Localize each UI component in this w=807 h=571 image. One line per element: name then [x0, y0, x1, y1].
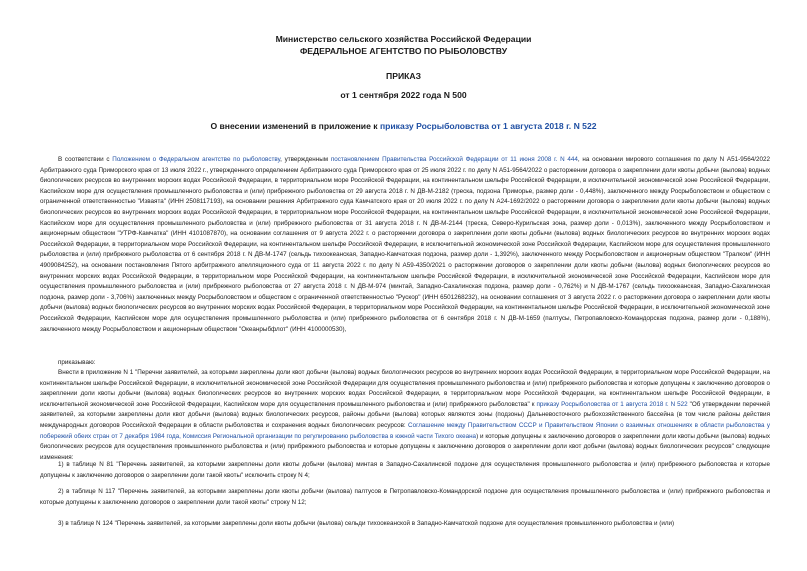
paragraph-item-2	[40, 487, 770, 508]
subject-link[interactable]: приказу Росрыболовства от 1 августа 2018 г. N 522	[379, 121, 597, 131]
order-word: приказываю:	[58, 359, 96, 366]
paragraph-preamble	[40, 155, 770, 335]
p3-text-b: "Об утверждении перечней заявителей, за которыми закреплены доли квот добычи (вылова) водных биологических ресурсов, районы добычи (вылова) которых являются зоны (подзоны) Дальневосточного рыбохозяйственного бассейна (в том числе районы действия международных договоров Российской Федерации в области рыболовства и сохранения водных биологических ресурсов:	[40, 400, 771, 429]
regulation-link[interactable]: Положением о Федеральном агентстве по рыболовству	[112, 156, 281, 163]
agreement-link[interactable]: Соглашение между Правительством СССР и Правительством Японии о взаимных отношениях в области рыболовства у побережий обеих стран от 7 декабря 1984 года, Комиссия Региональной организации по регулированию рыболовства в южной части Тихого океана	[40, 421, 770, 440]
agency-heading: ФЕДЕРАЛЬНОЕ АГЕНТСТВО ПО РЫБОЛОВСТВУ	[299, 46, 508, 56]
p1-text-b: , утвержденным	[280, 156, 331, 163]
paragraph-order-word	[40, 358, 770, 369]
doc-subject	[0, 121, 807, 131]
subject-prefix: О внесении изменений в приложение к	[210, 121, 380, 131]
doc-date: от 1 сентября 2022 года N 500	[340, 90, 467, 100]
doc-type-heading: ПРИКАЗ	[386, 71, 421, 81]
decree-link[interactable]: постановлением Правительства Российской Федерации от 11 июня 2008 г. N 444	[330, 156, 578, 163]
paragraph-item-3	[40, 519, 770, 530]
p3-text-c: ) и которые допущены к заключению договоров о закреплении доли квоты добычи (вылова) водных биологических ресурсов для осуществления промышленного рыболовства и (или) прибрежного рыболовства и которые допущены к заключению договоров о закреплении доли квот добычи (вылова) водных биологических ресурсов" следующие изменения:	[40, 432, 770, 461]
p1-text-c: , на основании мирового соглашения по делу N А51-9564/2022 Арбитражного суда Приморского края от 13 июля 2022 г., утвержденного определением Арбитражного суда Приморского края от 25 июля 2022 г. по делу N А51-9564/2022 о расторжении договора о закреплении доли квоты добычи (вылова) водных биологических ресурсов во внутренних морских водах Российской Федерации, в территориальном море Российской Федерации, на континентальном шельфе Российской Федерации, в исключительной экономической зоне Российской Федерации, Каспийском море для осуществления промышленного рыболовства и (или) прибрежного рыболовства от 29 августа 2018 г. N ДВ-М-2182 (треска, подзона Приморье, размер доли - 0,448%), заключенного между Росрыболовством и обществом с ограниченной ответственностью "Изваята" (ИНН 2508117193), на основании решения Арбитражного суда Камчатского края от 20 июля 2022 г. по делу N А24-1692/2022 о расторжении договора о закреплении доли квоты добычи (вылова) водных биологических ресурсов во внутренних морских водах Российской Федерации, в территориальном море Российской Федерации, на континентальном шельфе Российской Федерации, в исключительной экономической зоне Российской Федерации, Каспийском море для осуществления промышленного рыболовства и (или) прибрежного рыболовства от 31 августа 2018 г. N ДВ-М-2144 (треска, Северо-Курильская зона, размер доли - 0,013%), заключенного между Росрыболовством и акционерным обществом "УТРФ-Камчатка" (ИНН 4101087870), на основании соглашения от 9 августа 2022 г. о расторжении договора о закреплении доли квоты добычи (вылова) водных биологических ресурсов во внутренних морских водах Российской Федерации, в территориальном море Российской Федерации, на континентальном шельфе Российской Федерации, в исключительной экономической зоне Российской Федерации, Каспийском море для осуществления промышленного рыболовства и (или) прибрежного рыболовства от 6 сентября 2018 г. N ДВ-М-1747 (сельдь тихоокеанская, Западно-Камчатская подзона, размер доли - 1,392%), заключенного между Росрыболовством и акционерным обществом "Тралком" (ИНН 4909084252), на основании постановления Пятого арбитражного апелляционного суда от 11 августа 2022 г. по делу N А59-4350/2021 о расторжении договоров о закреплении доли квоты добычи (вылова) водных биологических ресурсов во внутренних морских водах Российской Федерации, в территориальном море Российской Федерации, на континентальном шельфе Российской Федерации, в исключительной экономической зоне Российской Федерации, Каспийском море для осуществления промышленного рыболовства и (или) прибрежного рыболовства от 27 августа 2018 г. N ДВ-М-974 (минтай, Западно-Сахалинская подзона, размер доли - 0,762%) и N ДВ-М-1767 (сельдь тихоокеанская, Западно-Сахалинская подзона, размер доли - 3,706%) заключенных между Росрыболовством и обществом с ограниченной ответственностью "Рускор" (ИНН 6501268232), на основании соглашения от 3 августа 2022 г. о расторжении договора о закреплении доли квоты добычи (вылова) водных биологических ресурсов во внутренних морских водах Российской Федерации, в территориальном море Российской Федерации, на континентальном шельфе Российской Федерации, в исключительной экономической зоне Российской Федерации, Каспийском море для осуществления промышленного рыболовства и (или) прибрежного рыболовства от 6 сентября 2018 г. N ДВ-М-1659 (палтусы, Петропавловско-Командорская подзона, размер доли - 0,188%), заключенного между Росрыболовством и акционерным обществом "Океанрыбфлот" (ИНН 4100000530),	[40, 156, 770, 333]
p3-text-a: Внести в приложение N 1 "Перечни заявителей, за которыми закреплены доли квот добычи (вылова) водных биологических ресурсов во внутренних морских водах Российской Федерации, в территориальном море Российской Федерации, на континентальном шельфе Российской Федерации, в исключительной экономической зоне Российской Федерации для осуществления промышленного рыболовства и (или) прибрежного рыболовства и которые допущены к заключению договоров о закреплении доли квоты добычи (вылова) водных биологических ресурсов во внутренних морских водах Российской Федерации, в территориальном море Российской Федерации, на континентальном шельфе Российской Федерации, в исключительной экономической зоне Российской Федерации, Каспийском море для осуществления промышленного рыболовства и (или) прибрежного рыболовства" к	[40, 369, 770, 408]
paragraph-amendment	[40, 368, 770, 463]
p1-text-a: В соответствии с	[58, 156, 113, 163]
item-1-text: 1) в таблице N 81 "Перечень заявителей, за которыми закреплены доли квоты добычи (вылова) минтая в Западно-Сахалинской подзоне для осуществления промышленного рыболовства и (или) прибрежного рыболовства и которые допущены к заключению договоров о закреплении доли такой квоты" исключить строку N 4;	[40, 461, 770, 479]
item-3-text: 3) в таблице N 124 "Перечень заявителей, за которыми закреплены доли квоты добычи (вылова) сельди тихоокеанской в Западно-Камчатской подзоне для осуществления промышленного рыболовства и (или)	[58, 520, 675, 527]
item-2-text: 2) в таблице N 117 "Перечень заявителей, за которыми закреплены доли квоты добычи (вылова) палтусов в Петропавловско-Командорской подзоне для осуществления промышленного рыболовства и (или) прибрежного рыболовства и которые допущены к заключению договоров о закреплении доли такой квоты" строку N 12;	[40, 488, 770, 506]
order-522-link[interactable]: приказу Росрыболовства от 1 августа 2018 г. N 522	[536, 400, 688, 408]
paragraph-item-1	[40, 460, 770, 481]
ministry-heading: Министерство сельского хозяйства Российской Федерации	[275, 34, 532, 44]
